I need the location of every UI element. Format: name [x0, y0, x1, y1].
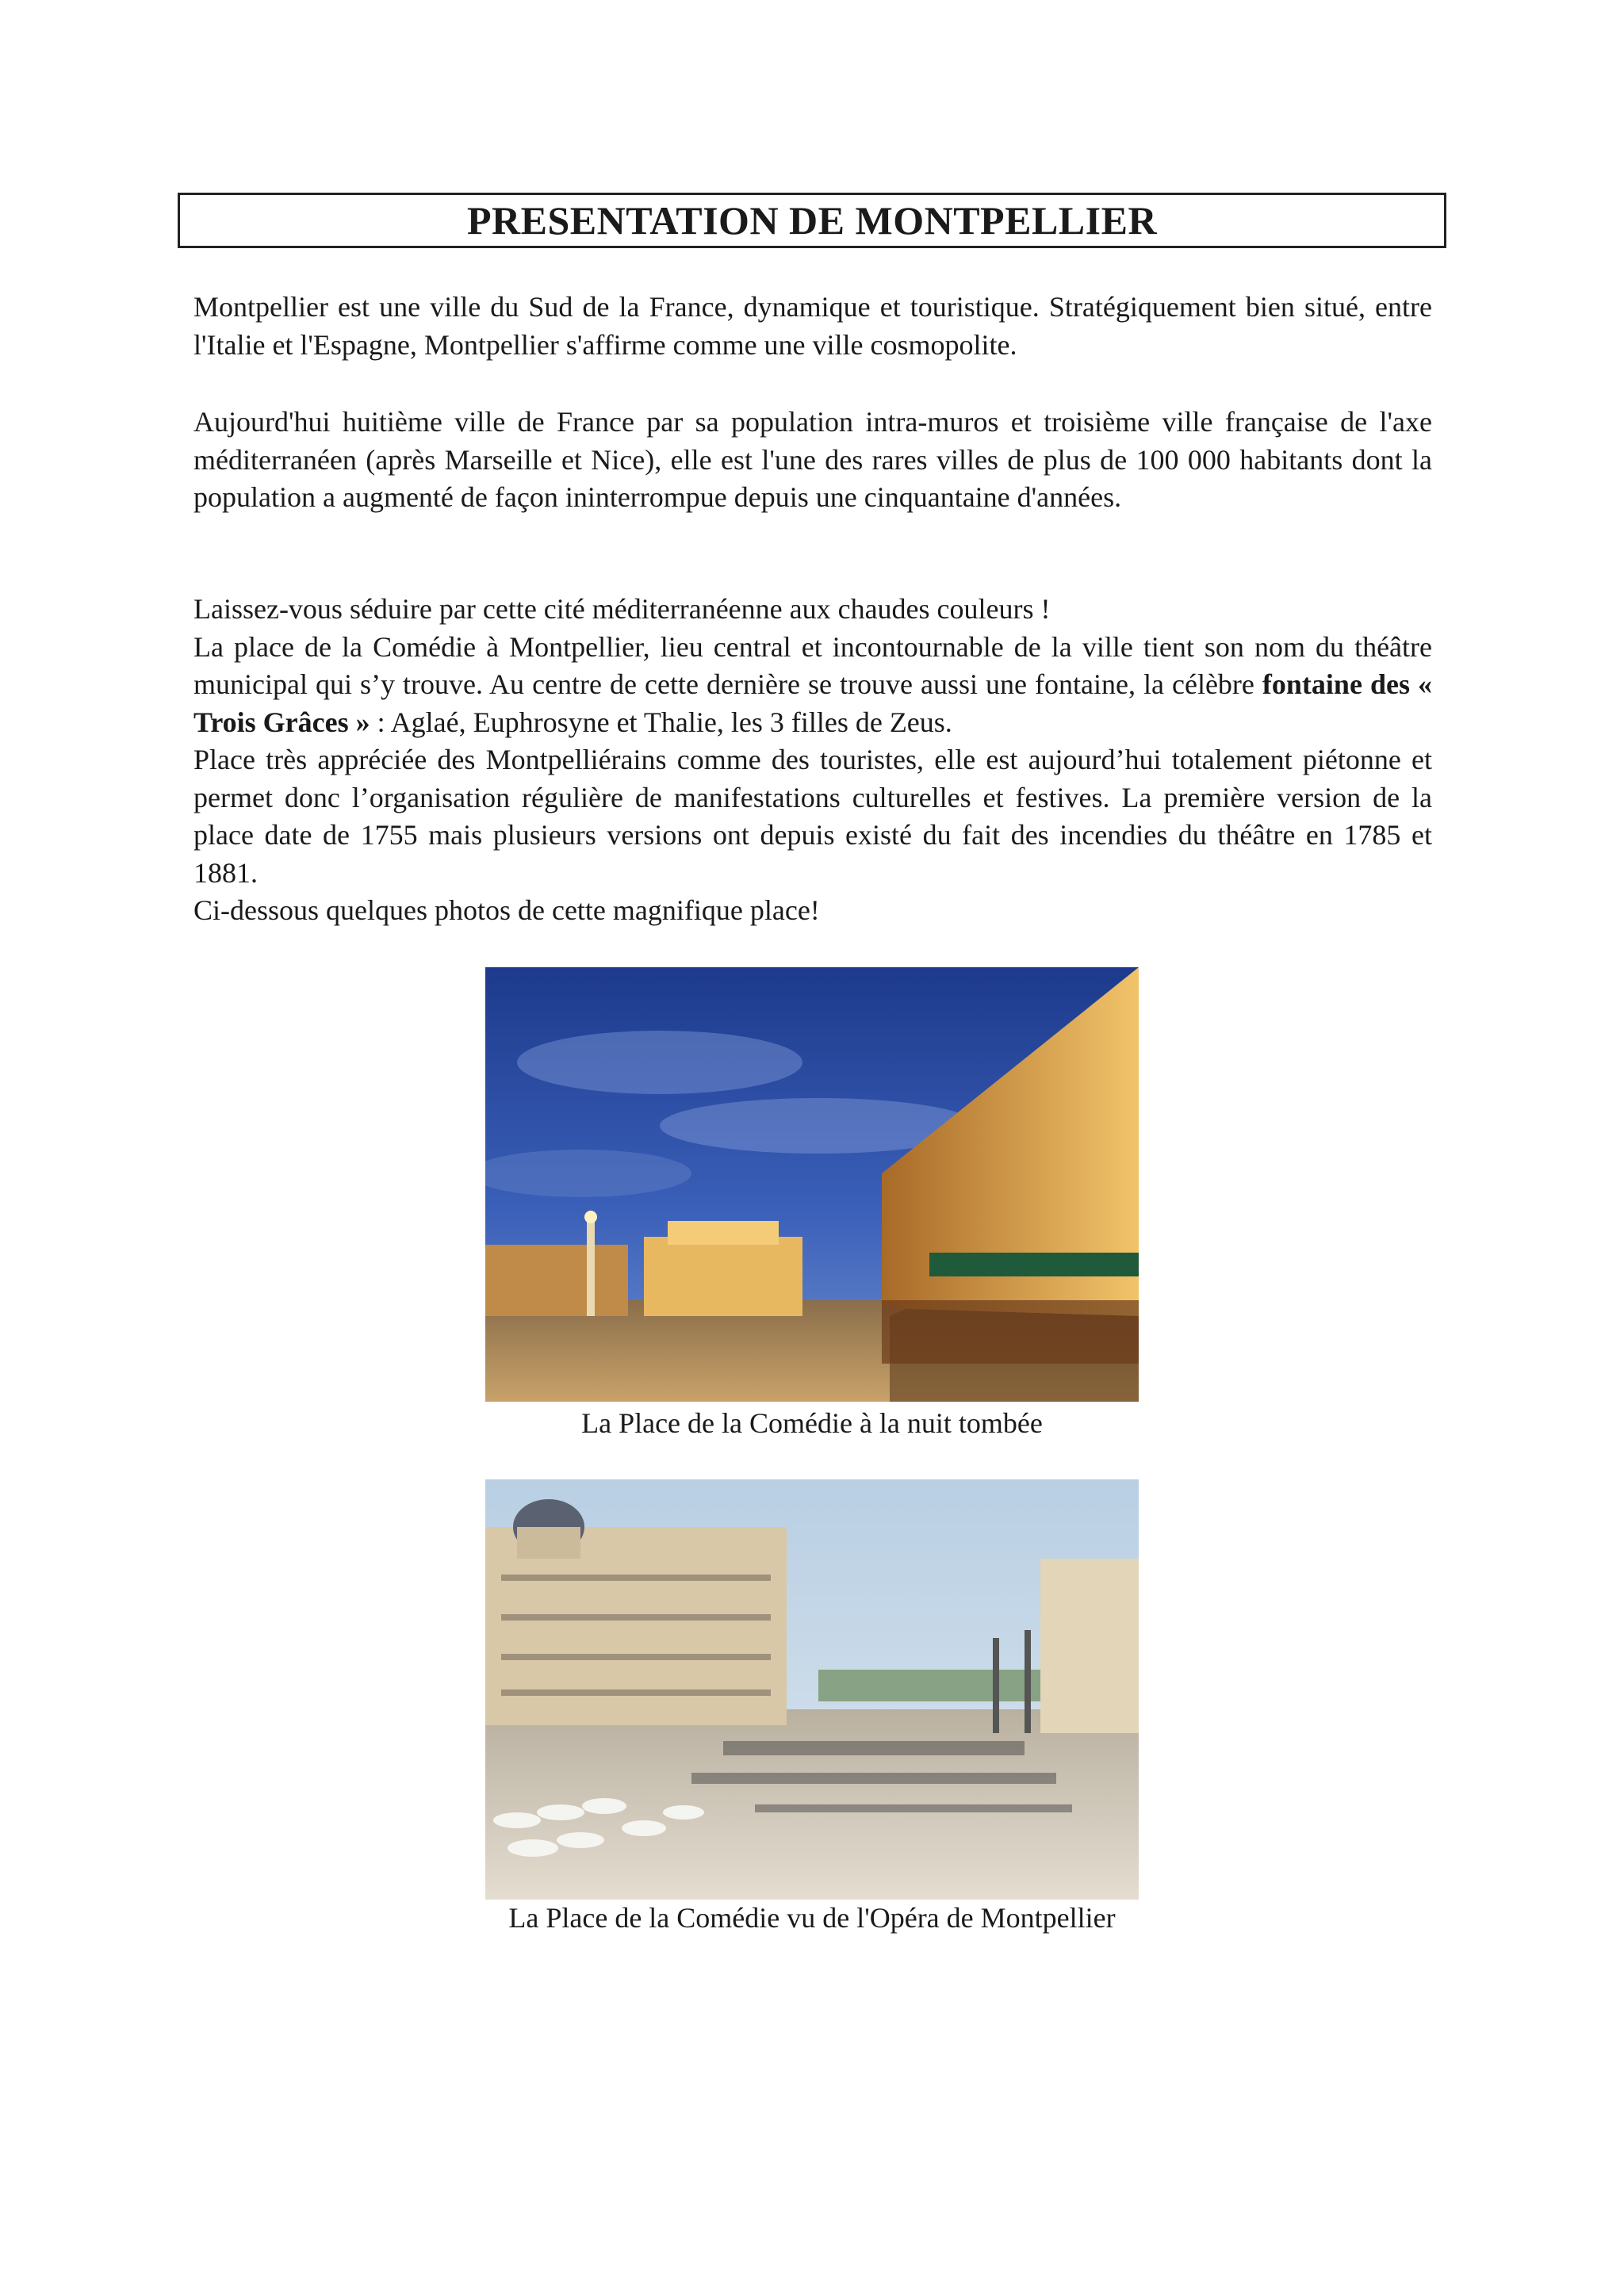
- population-text: Aujourd'hui huitième ville de France par sa population intra-muros et troisième ville française de l'axe méditerranéen (après Marseille et Nice), elle est l'une des rares villes de plus de 100 000 habitants dont la population a augmenté de façon ininterrompue depuis une cinquantaine d'années.: [193, 406, 1432, 513]
- page-title: PRESENTATION DE MONTPELLIER: [466, 198, 1158, 243]
- photo-night-view: [485, 967, 1139, 1402]
- photo-day-caption: La Place de la Comédie vu de l'Opéra de Montpellier: [508, 1902, 1116, 1934]
- fountain-name: fontaine des « Trois Grâces »: [193, 668, 1432, 738]
- paragraph-population: [193, 404, 1432, 517]
- pedestrian-text: Place très appréciée des Montpelliérains comme des touristes, elle est aujourd’hui totalement piétonne et permet donc l’organisation régulière de manifestations culturelles et festives. La première version de la place date de 1755 mais plusieurs versions ont depuis existé du fait des incendies du théâtre en 1785 et 1881.: [193, 744, 1432, 889]
- place-text-part2: : Aglaé, Euphrosyne et Thalie, les 3 filles de Zeus.: [370, 706, 952, 738]
- paragraph-intro: [193, 289, 1432, 364]
- place-text-part1: La place de la Comédie à Montpellier, lieu central et incontournable de la ville tient son nom du théâtre municipal qui s’y trouve. Au centre de cette dernière se trouve aussi une fontaine, la célèbre: [193, 630, 1432, 700]
- place-text: [193, 629, 1432, 742]
- photo-night-caption: La Place de la Comédie à la nuit tombée: [581, 1407, 1043, 1439]
- photos-intro-text: Ci-dessous quelques photos de cette magnifique place!: [193, 894, 820, 926]
- paragraph-place: [193, 591, 1432, 930]
- intro-text: Montpellier est une ville du Sud de la France, dynamique et touristique. Stratégiquement bien situé, entre l'Italie et l'Espagne, Montpellier s'affirme comme une ville cosmopolite.: [193, 291, 1432, 361]
- invite-text: Laissez-vous séduire par cette cité méditerranéenne aux chaudes couleurs !: [193, 593, 1051, 625]
- photo-day-view: [485, 1479, 1139, 1900]
- title-box: [178, 193, 1446, 248]
